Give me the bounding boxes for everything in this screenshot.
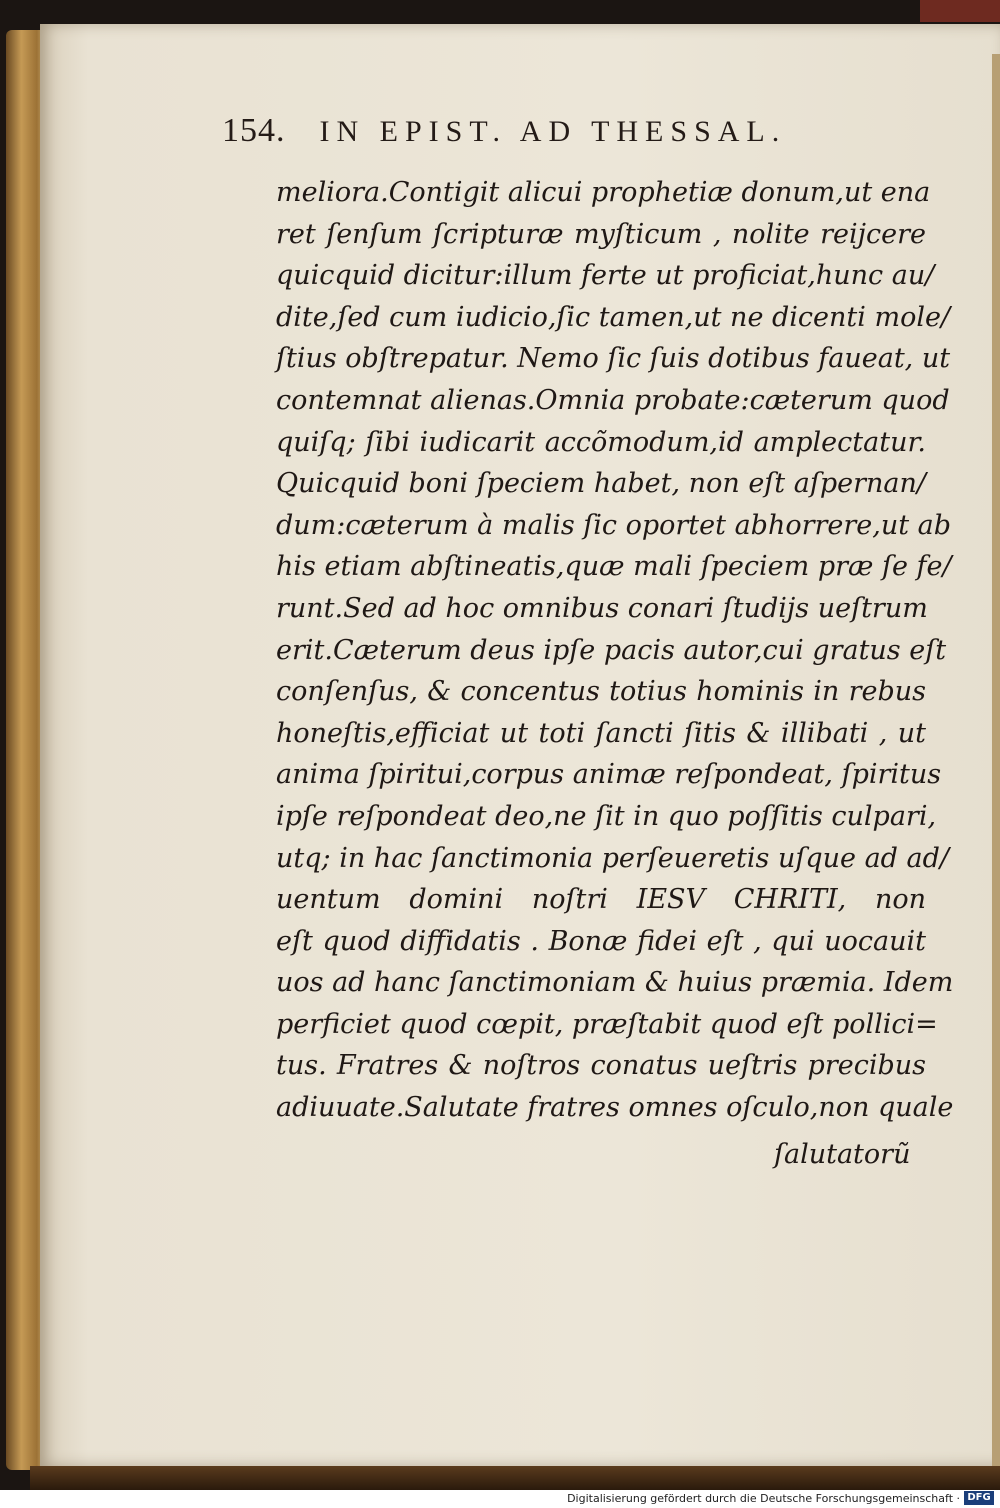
text-line: utq; in hac ſanctimonia perſeueretis uſque ad ad/ (276, 842, 950, 874)
page-number: 154. (222, 112, 286, 149)
page-right-edge (992, 54, 1000, 1484)
body-text (276, 172, 954, 1129)
text-line: uos ad hanc ſanctimoniam & huius præmia. Idem (276, 967, 954, 999)
text-line: ipſe reſpondeat deo,ne ſit in quo poſſitis culpari, (276, 800, 937, 832)
book-bottom-edge (30, 1466, 1000, 1490)
text-line: quiſq; ſibi iudicarit accõmodum,id amplectatur. (276, 426, 926, 458)
text-line: runt.Sed ad hoc omnibus conari ſtudijs ueſtrum (276, 592, 928, 624)
running-title: IN EPIST. AD THESSAL. (319, 115, 787, 148)
text-line: erit.Cæterum deus ipſe pacis autor,cui gratus eſt (276, 634, 947, 666)
text-line: anima ſpiritui,corpus animæ reſpondeat, ſpiritus (276, 759, 942, 791)
text-line: ret ſenſum ſcripturæ myſticum , nolite reijcere (276, 218, 926, 250)
text-line: contemnat alienas.Omnia probate:cæterum quod (276, 384, 950, 416)
text-line: conſenſus, & concentus totius hominis in rebus (276, 676, 926, 708)
book-top-edge (920, 0, 1000, 22)
dfg-logo: DFG (964, 1491, 994, 1505)
text-line: Quicquid boni ſpeciem habet, non eſt aſpernan/ (276, 468, 926, 500)
text-line: perficiet quod cœpit, præſtabit quod eſt pollici= (276, 1008, 938, 1040)
footer-bar (0, 1490, 1000, 1508)
text-line: his etiam abſtineatis,quæ mali ſpeciem præ ſe fe/ (276, 551, 952, 583)
text-line: dum:cæterum à malis ſic oportet abhorrere,ut ab (276, 509, 952, 541)
text-line: uentum domini noſtri IESV CHRITI, non (276, 884, 926, 916)
digitization-credit: Digitalisierung gefördert durch die Deutsche Forschungsgemeinschaft · (567, 1492, 960, 1505)
text-line: dite,ſed cum iudicio,ſic tamen,ut ne dicenti mole/ (276, 301, 951, 333)
text-line: eſt quod diffidatis . Bonæ fidei eſt , qui uocauit (276, 925, 926, 957)
catchword: ſalutatorũ (774, 1139, 911, 1170)
text-line: tus. Fratres & noſtros conatus ueſtris precibus (276, 1050, 926, 1082)
text-line: honeſtis,efficiat ut toti ſancti ſitis & illibati , ut (276, 717, 926, 749)
text-line: quicquid dicitur:illum ferte ut proficiat,hunc au/ (276, 260, 935, 292)
text-line: ſtius obſtrepatur. Nemo ſic ſuis dotibus faueat, ut (276, 343, 951, 375)
text-line: meliora.Contigit alicui prophetiæ donum,ut ena (276, 177, 931, 208)
text-line: adiuuate.Salutate fratres omnes oſculo,non quale (276, 1092, 954, 1124)
running-head (222, 112, 902, 162)
